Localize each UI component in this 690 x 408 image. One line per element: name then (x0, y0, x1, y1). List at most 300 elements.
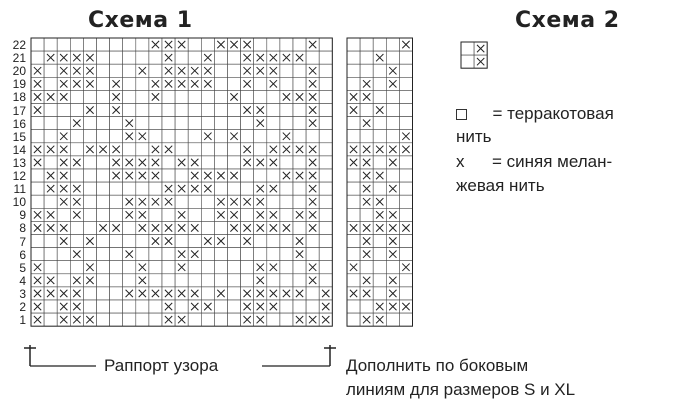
scheme1-cell (228, 300, 241, 313)
side-grid-cell (386, 130, 399, 143)
scheme1-cell (70, 169, 83, 182)
scheme1-cell (110, 261, 123, 274)
side-grid-cell (347, 313, 360, 326)
scheme1-cell (319, 208, 332, 221)
scheme1-cell (136, 51, 149, 64)
scheme1-cell (293, 261, 306, 274)
scheme1-cell (175, 195, 188, 208)
scheme1-cell (57, 261, 70, 274)
row-number: 22 (12, 38, 26, 52)
row-number: 7 (19, 234, 26, 249)
side-grid-cell (399, 77, 412, 90)
scheme1-cell (293, 64, 306, 77)
side-grid-cell (386, 38, 399, 51)
scheme1-cell (97, 77, 110, 90)
scheme1-cell (136, 90, 149, 103)
scheme1-cell (280, 104, 293, 117)
scheme1-cell (254, 235, 267, 248)
scheme1-cell (149, 208, 162, 221)
scheme1-cell (254, 38, 267, 51)
scheme1-cell (254, 77, 267, 90)
scheme1-cell (123, 143, 136, 156)
scheme1-cell (293, 130, 306, 143)
scheme1-cell (280, 64, 293, 77)
side-grid-cell (347, 248, 360, 261)
scheme1-cell (319, 156, 332, 169)
scheme1-cell (228, 156, 241, 169)
scheme1-cell (319, 182, 332, 195)
scheme1-cell (319, 64, 332, 77)
side-grid-cell (347, 51, 360, 64)
scheme1-cell (241, 90, 254, 103)
scheme1-cell (57, 248, 70, 261)
side-grid-cell (399, 64, 412, 77)
scheme1-cell (123, 77, 136, 90)
scheme1-cell (319, 221, 332, 234)
scheme2-cell (461, 55, 474, 68)
scheme1-cell (83, 130, 96, 143)
row-number: 6 (19, 247, 26, 262)
scheme1-cell (201, 208, 214, 221)
side-grid-cell (386, 195, 399, 208)
scheme1-cell (280, 248, 293, 261)
scheme1-cell (110, 248, 123, 261)
scheme1-cell (201, 261, 214, 274)
scheme1-cell (319, 248, 332, 261)
scheme1-cell (123, 104, 136, 117)
scheme1-cell (136, 117, 149, 130)
scheme1-cell (188, 90, 201, 103)
scheme1-cell (83, 287, 96, 300)
scheme1-cell (70, 143, 83, 156)
scheme1-cell (97, 38, 110, 51)
scheme1-cell (97, 51, 110, 64)
scheme1-cell (97, 287, 110, 300)
scheme1-cell (280, 38, 293, 51)
scheme1-cell (254, 143, 267, 156)
row-number: 13 (12, 155, 26, 170)
scheme1-cell (267, 235, 280, 248)
side-grid-cell (360, 64, 373, 77)
scheme1-grid (31, 38, 332, 326)
scheme1-cell (136, 182, 149, 195)
scheme1-cell (293, 221, 306, 234)
row-number: 16 (12, 116, 26, 131)
scheme1-cell (175, 51, 188, 64)
scheme1-cell (110, 195, 123, 208)
legend-text: = синяя мелан- (491, 152, 613, 171)
scheme1-cell (149, 182, 162, 195)
scheme1-cell (123, 64, 136, 77)
scheme1-cell (175, 169, 188, 182)
scheme1-cell (175, 300, 188, 313)
side-grid-cell (373, 38, 386, 51)
scheme1-cell (293, 104, 306, 117)
scheme1-cell (149, 274, 162, 287)
scheme1-cell (214, 130, 227, 143)
scheme1-cell (110, 235, 123, 248)
scheme1-cell (31, 195, 44, 208)
scheme1-cell (228, 117, 241, 130)
scheme1-cell (110, 313, 123, 326)
scheme1-cell (123, 182, 136, 195)
scheme1-cell (123, 38, 136, 51)
scheme1-cell (110, 274, 123, 287)
scheme1-cell (31, 248, 44, 261)
scheme1-cell (123, 51, 136, 64)
scheme1-cell (267, 90, 280, 103)
scheme1-cell (123, 90, 136, 103)
side-grid-cell (360, 208, 373, 221)
scheme1-cell (254, 248, 267, 261)
row-number: 12 (12, 169, 26, 183)
side-grid-cell (347, 130, 360, 143)
scheme1-cell (83, 221, 96, 234)
scheme1-cell (228, 313, 241, 326)
scheme1-cell (70, 104, 83, 117)
legend-text: жевая нить (456, 176, 545, 195)
scheme1-cell (280, 208, 293, 221)
side-grid-cell (373, 274, 386, 287)
row-number: 10 (12, 195, 26, 210)
scheme1-cell (280, 235, 293, 248)
side-grid-cell (347, 77, 360, 90)
scheme1-cell (267, 248, 280, 261)
scheme1-cell (188, 313, 201, 326)
scheme1-cell (280, 117, 293, 130)
scheme1-cell (188, 104, 201, 117)
row-number: 2 (19, 300, 26, 314)
scheme1-cell (241, 261, 254, 274)
side-grid-cell (373, 117, 386, 130)
legend-text: нить (456, 127, 492, 146)
row-number: 17 (12, 103, 26, 118)
scheme1-cell (110, 117, 123, 130)
scheme1-cell (97, 261, 110, 274)
scheme1-cell (267, 313, 280, 326)
scheme1-cell (267, 195, 280, 208)
scheme1-cell (44, 313, 57, 326)
side-grid-cell (386, 90, 399, 103)
scheme1-cell (97, 182, 110, 195)
side-grid-cell (373, 64, 386, 77)
scheme1-cell (306, 235, 319, 248)
scheme1-cell (136, 77, 149, 90)
scheme1-cell (293, 300, 306, 313)
scheme1-cell (70, 90, 83, 103)
scheme1-cell (97, 235, 110, 248)
scheme1-cell (110, 182, 123, 195)
scheme1-cell (293, 195, 306, 208)
side-grid-cell (399, 104, 412, 117)
scheme1-cell (214, 51, 227, 64)
scheme1-cell (293, 156, 306, 169)
row-number: 21 (12, 51, 26, 66)
scheme1-cell (44, 195, 57, 208)
scheme1-cell (162, 274, 175, 287)
scheme1-cell (306, 300, 319, 313)
scheme1-cell (306, 51, 319, 64)
scheme1-cell (83, 195, 96, 208)
side-grid-cell (399, 51, 412, 64)
scheme1-cell (110, 208, 123, 221)
cross-symbol: x (456, 152, 465, 171)
side-grid-cell (386, 261, 399, 274)
scheme1-cell (110, 300, 123, 313)
scheme1-cell (254, 130, 267, 143)
scheme1-cell (136, 248, 149, 261)
scheme1-cell (188, 117, 201, 130)
scheme1-cell (293, 38, 306, 51)
legend-text: = терракотовая (492, 104, 614, 123)
row-number: 3 (19, 286, 26, 301)
scheme1-cell (254, 90, 267, 103)
scheme1-cell (110, 287, 123, 300)
scheme1-cell (175, 235, 188, 248)
scheme1-cell (57, 38, 70, 51)
row-number: 11 (13, 182, 26, 197)
side-grid-cell (386, 117, 399, 130)
scheme1-cell (44, 64, 57, 77)
scheme1-cell (201, 274, 214, 287)
side-grid (347, 38, 413, 326)
scheme1-cell (44, 38, 57, 51)
side-grid-cell (360, 130, 373, 143)
scheme1-cell (123, 274, 136, 287)
scheme1-cell (110, 51, 123, 64)
scheme1-cell (254, 169, 267, 182)
scheme1-cell (228, 182, 241, 195)
scheme1-cell (83, 38, 96, 51)
scheme2-grid (461, 42, 487, 68)
scheme1-cell (241, 182, 254, 195)
scheme1-cell (83, 300, 96, 313)
scheme1-cell (228, 261, 241, 274)
scheme1-cell (97, 104, 110, 117)
scheme1-cell (241, 208, 254, 221)
scheme1-cell (149, 130, 162, 143)
scheme1-cell (175, 90, 188, 103)
scheme1-cell (149, 261, 162, 274)
scheme1-cell (57, 208, 70, 221)
scheme1-cell (267, 274, 280, 287)
scheme1-cell (44, 130, 57, 143)
scheme1-cell (31, 235, 44, 248)
scheme1-cell (31, 51, 44, 64)
scheme1-cell (319, 77, 332, 90)
scheme1-cell (201, 221, 214, 234)
side-grid-cell (360, 38, 373, 51)
side-grid-cell (399, 195, 412, 208)
scheme1-cell (44, 235, 57, 248)
scheme1-cell (136, 300, 149, 313)
side-grid-cell (347, 195, 360, 208)
scheme1-cell (280, 274, 293, 287)
scheme1-cell (188, 274, 201, 287)
scheme1-cell (319, 274, 332, 287)
side-note-line-2: линиям для размеров S и XL (346, 380, 576, 399)
scheme1-cell (293, 117, 306, 130)
scheme1-cell (214, 104, 227, 117)
scheme1-cell (201, 313, 214, 326)
scheme1-cell (241, 169, 254, 182)
scheme1-cell (149, 51, 162, 64)
scheme1-cell (136, 104, 149, 117)
scheme1-cell (149, 300, 162, 313)
scheme1-cell (293, 77, 306, 90)
side-grid-cell (347, 208, 360, 221)
scheme1-cell (136, 235, 149, 248)
repeat-label: Раппорт узора (104, 356, 219, 375)
scheme1-cell (306, 248, 319, 261)
scheme1-cell (123, 300, 136, 313)
scheme1-cell (110, 38, 123, 51)
scheme1-cell (31, 182, 44, 195)
row-number: 19 (12, 77, 26, 92)
scheme1-cell (201, 195, 214, 208)
scheme1-cell (44, 117, 57, 130)
scheme1-cell (293, 274, 306, 287)
scheme1-cell (149, 64, 162, 77)
scheme1-cell (188, 208, 201, 221)
side-grid-cell (373, 248, 386, 261)
legend-item (456, 127, 492, 147)
scheme1-cell (162, 169, 175, 182)
scheme2-title: Схема 2 (515, 8, 620, 33)
scheme1-cell (319, 261, 332, 274)
scheme1-cell (228, 51, 241, 64)
side-grid-cell (347, 300, 360, 313)
scheme1-cell (280, 195, 293, 208)
scheme1-cell (228, 248, 241, 261)
row-number: 9 (19, 208, 26, 223)
scheme1-cell (175, 143, 188, 156)
scheme1-cell (97, 208, 110, 221)
scheme1-cell (201, 104, 214, 117)
scheme1-cell (241, 130, 254, 143)
scheme1-cell (83, 248, 96, 261)
scheme1-cell (97, 313, 110, 326)
scheme1-cell (83, 156, 96, 169)
scheme1-cell (97, 248, 110, 261)
legend-item (456, 104, 614, 124)
scheme1-cell (214, 221, 227, 234)
side-grid-cell (373, 235, 386, 248)
side-grid-cell (399, 274, 412, 287)
scheme1-cell (241, 248, 254, 261)
side-grid-cell (347, 235, 360, 248)
scheme1-cell (214, 313, 227, 326)
scheme1-cell (267, 104, 280, 117)
scheme1-cell (97, 90, 110, 103)
scheme1-cell (214, 182, 227, 195)
scheme1-cell (267, 38, 280, 51)
scheme1-cell (241, 117, 254, 130)
scheme1-cell (136, 38, 149, 51)
scheme1-cell (201, 117, 214, 130)
scheme1-cell (97, 64, 110, 77)
scheme1-cell (188, 235, 201, 248)
scheme1-cell (280, 156, 293, 169)
scheme1-cell (44, 248, 57, 261)
scheme1-cell (175, 274, 188, 287)
scheme1-cell (97, 169, 110, 182)
scheme1-cell (228, 274, 241, 287)
scheme1-cell (214, 300, 227, 313)
scheme1-cell (97, 130, 110, 143)
scheme1-cell (97, 195, 110, 208)
side-note-line-1: Дополнить по боковым (346, 356, 529, 375)
side-grid-cell (399, 169, 412, 182)
scheme1-cell (162, 156, 175, 169)
scheme1-cell (228, 104, 241, 117)
side-grid-cell (347, 182, 360, 195)
scheme1-cell (201, 156, 214, 169)
scheme1-cell (123, 313, 136, 326)
row-number: 5 (19, 260, 26, 275)
side-grid-cell (360, 300, 373, 313)
scheme1-cell (149, 104, 162, 117)
side-grid-cell (399, 248, 412, 261)
scheme1-cell (57, 117, 70, 130)
side-grid-cell (373, 156, 386, 169)
scheme1-cell (162, 104, 175, 117)
scheme1-cell (228, 287, 241, 300)
scheme1-cell (31, 38, 44, 51)
scheme2-cell (461, 42, 474, 55)
scheme1-cell (214, 143, 227, 156)
scheme1-cell (70, 235, 83, 248)
scheme1-cell (123, 221, 136, 234)
scheme1-cell (280, 313, 293, 326)
scheme1-cell (136, 313, 149, 326)
side-grid-cell (386, 51, 399, 64)
scheme1-cell (201, 38, 214, 51)
legend-item (456, 152, 612, 172)
scheme1-cell (319, 38, 332, 51)
side-grid-cell (399, 182, 412, 195)
scheme1-cell (70, 130, 83, 143)
scheme1-cell (162, 90, 175, 103)
scheme1-cell (83, 182, 96, 195)
scheme1-cell (214, 77, 227, 90)
scheme1-cell (188, 195, 201, 208)
side-grid-cell (360, 51, 373, 64)
scheme1-cell (280, 182, 293, 195)
scheme1-cell (97, 274, 110, 287)
scheme1-cell (319, 104, 332, 117)
scheme1-cell (83, 117, 96, 130)
side-grid-cell (386, 104, 399, 117)
scheme1-cell (228, 143, 241, 156)
side-grid-cell (399, 235, 412, 248)
scheme1-cell (110, 130, 123, 143)
scheme1-cell (188, 143, 201, 156)
side-grid-cell (347, 169, 360, 182)
side-grid-cell (373, 261, 386, 274)
row-number: 1 (19, 313, 26, 328)
scheme1-cell (319, 51, 332, 64)
side-grid-cell (347, 117, 360, 130)
row-number: 20 (12, 64, 26, 79)
scheme1-cell (214, 90, 227, 103)
scheme1-cell (293, 182, 306, 195)
scheme1-cell (57, 274, 70, 287)
scheme1-cell (44, 156, 57, 169)
scheme1-cell (201, 287, 214, 300)
side-grid-cell (373, 130, 386, 143)
scheme1-cell (280, 261, 293, 274)
